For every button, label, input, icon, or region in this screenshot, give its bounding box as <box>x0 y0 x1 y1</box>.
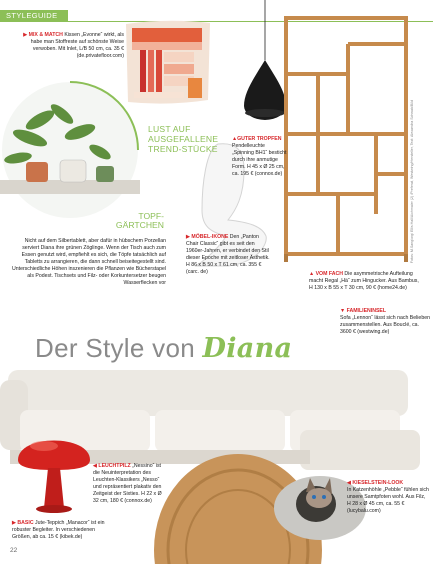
trend-heading: LUST AUF AUSGEFALLENE TREND-STÜCKE <box>148 124 219 154</box>
shelf-caption <box>309 271 421 292</box>
caption-body: Kissen „Evonne“ wirkt, als habe man Stoffreste auf schönste Weise verwoben. Mit Inlet, L/B 50 cm, ca. 35 € (de.privatefloor.com) <box>30 32 124 60</box>
rug-caption <box>12 520 106 541</box>
caption-label: ◀ KIESELSTEIN-LOOK <box>347 480 404 486</box>
chair-caption <box>186 234 270 276</box>
plants-caption: Nicht auf dem Silbertablett, aber dafür in hübschem Porzellan serviert Diana ihre grünen Zöglinge. Wenn der Tisch auch zum Essen genutzt wird, empfiehlt es sich, die Töpfe tatsächlich auf Tabletts zu arrangieren, die dann schnell beiseitegestellt sind. Unterschiedliche Höhen inszenieren die Pflanzen wie Bücherstapel als Podest. Tischsets und Filz- oder Korkuntersetzer beugen Wasserflecken vor <box>12 238 166 287</box>
caption-label: ▶ BASIC <box>12 520 34 526</box>
sofa-caption <box>340 308 430 336</box>
nessino-lamp-image <box>14 424 94 516</box>
caption-label: ▲ VOM FACH <box>309 271 343 277</box>
caption-body: In Katzenhöhle „Pebble“ fühlen sich unsere Samtpfoten wohl. Aus Filz, H 28 x Ø 45 cm, ca. 55 € (lucybalu.com) <box>347 487 429 515</box>
plants-image <box>0 80 140 220</box>
plants-heading: TOPF-GÄRTCHEN <box>115 211 164 231</box>
section-label: STYLEGUIDE <box>0 10 68 21</box>
lamp-caption <box>232 136 288 178</box>
page-number: 22 <box>10 547 18 554</box>
page-title <box>35 333 395 364</box>
caption-body: „Nessino“ ist die Neuinterpretation des Leuchten-Klassikers „Nesso“ und repräsentiert plakativ den Zeitgeist der Sixties. H 22 x Ø 32 cm, 180 € (connox.de) <box>93 463 162 505</box>
caption-body: Jute-Teppich „Manacor“ ist ein robuster Begleiter. In verschiedenen Größen, ab ca. 15 € (kibek.de) <box>12 520 105 541</box>
caption-body: Den „Panton Chair Classic“ gibt es seit den 1960er-Jahren, er verbindet den Stil dieser Epoche mit zeitloser Ästhetik. H 86 x B 50 x T 61 cm, ca. 355 € (carc. de) <box>186 234 270 276</box>
caption-label: ◀ LEUCHTPILZ <box>93 463 131 469</box>
photo-credits: Fotos: M.Sangiorgi Ellis Hall/Aichmaier (2) /Preferat, Westwing/Hersteller, Text: Alexandra Schwab/Bild <box>410 100 414 264</box>
caption-label: ▼ FAMILIENINSEL <box>340 308 387 314</box>
caption-label: ▶ MÖBEL-IKONE <box>186 234 229 240</box>
caption-body: Pendelleuchte „Spinning BH1“ besticht durch ihre anmutige Form. H 45 x Ø 25 cm, ca. 195 € (connox.de) <box>232 143 287 178</box>
caption-body: Die asymmetrische Aufteilung macht Regal „Hä“ zum Hingucker. Aus Bambus, H 130 x B 55 x T 30 cm, 90 € (home24.de) <box>309 271 419 292</box>
red-lamp-caption <box>93 463 167 505</box>
caption-body: Sofa „Lennon“ lässt sich nach Belieben zusammenstellen. Aus Bouclé, ca. 3600 € (westwing.de) <box>340 315 430 336</box>
shelf-image <box>278 14 418 264</box>
title-lead: Der Style von <box>35 333 195 363</box>
cat-cave-caption <box>347 480 429 515</box>
caption-label: ▶ MIX & MATCH <box>23 32 63 38</box>
pillow-caption <box>19 32 124 60</box>
caption-label: ▲GUTER TROPFEN <box>232 136 282 142</box>
title-name: Diana <box>202 333 293 364</box>
